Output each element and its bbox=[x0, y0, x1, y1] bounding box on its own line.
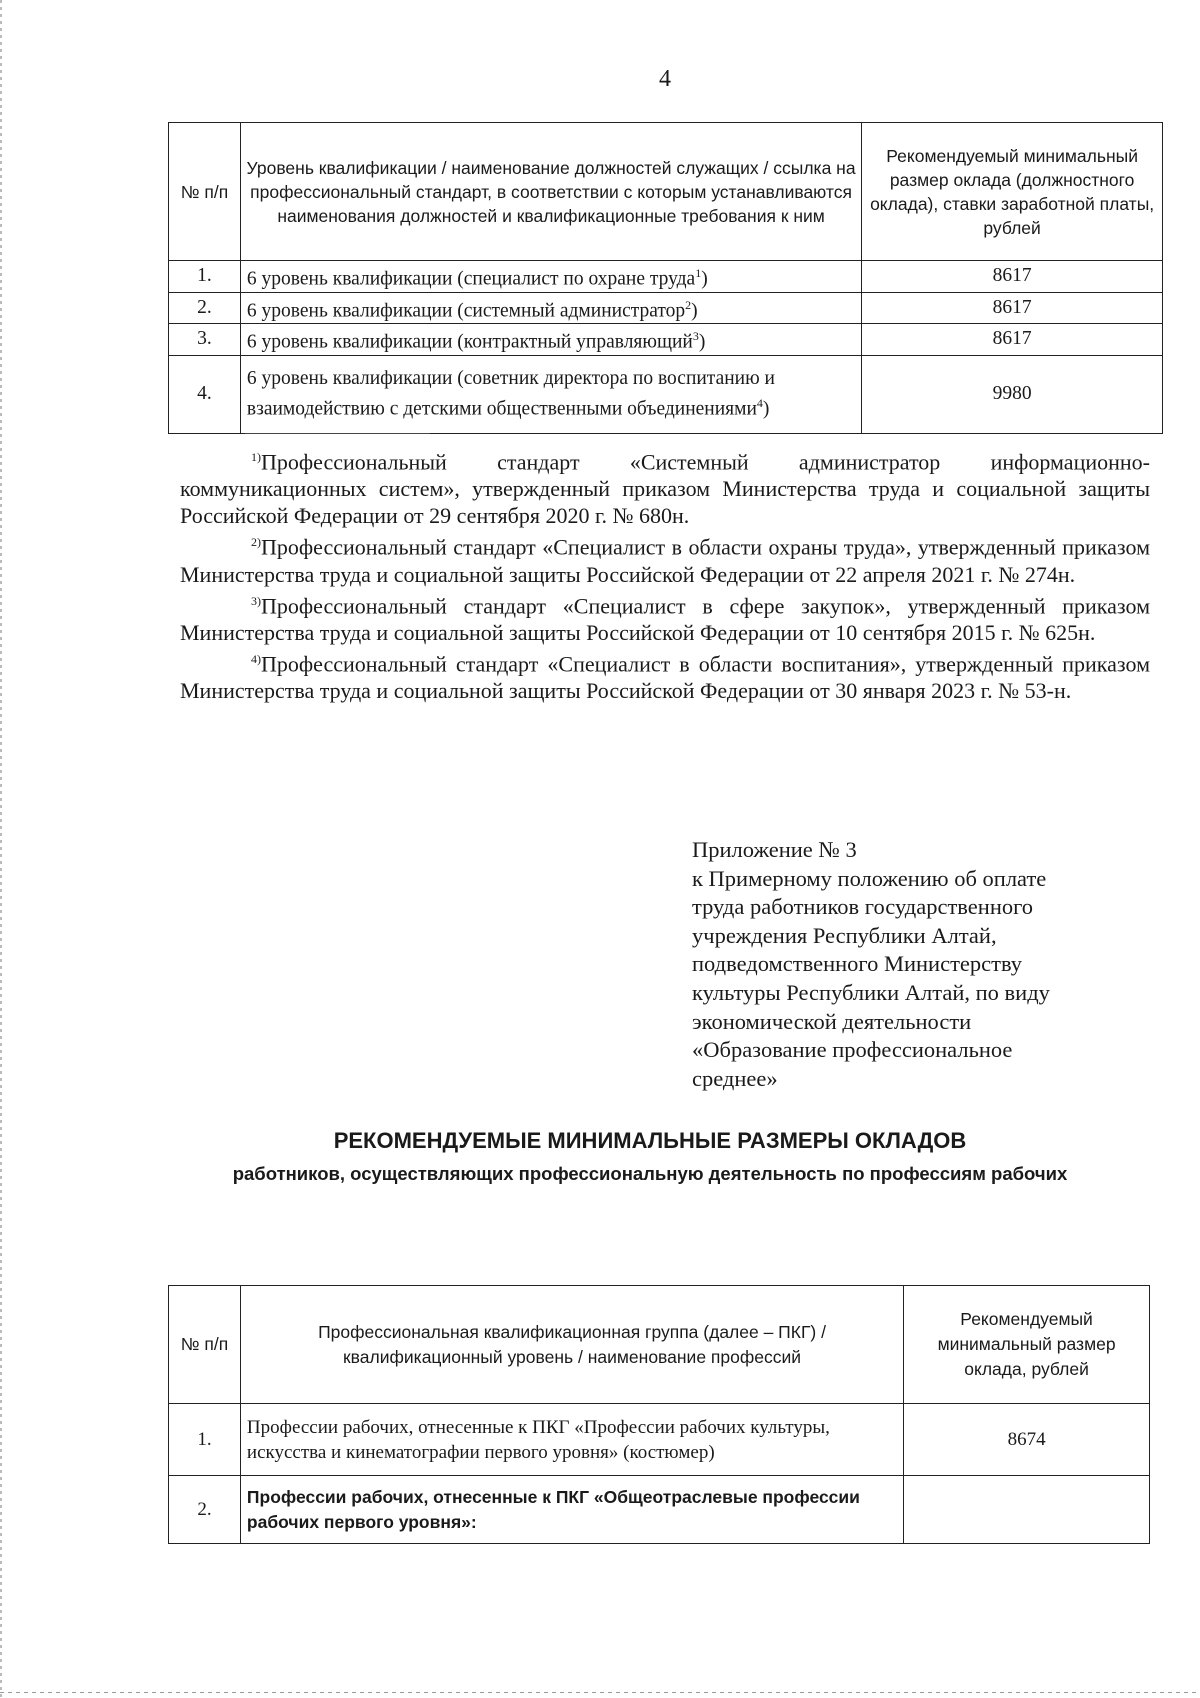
footnote: $^{1)}$Профессиональный стандарт «Системный администратор информационно-коммуникационных систем», утвержденный приказом Министерства труда и социальной защиты Российской Федерации от 29 сентября 2020 г. № 680н. bbox=[180, 449, 1150, 529]
workers-table bbox=[168, 1285, 1150, 1544]
table-row bbox=[169, 324, 1163, 356]
annex-line: труда работников государственного bbox=[692, 894, 1034, 920]
row-position: 6 уровень квалификации (советник директора по воспитанию и взаимодействию с детскими общественными объединениями$^4$) bbox=[240, 355, 861, 433]
section-title-main: РЕКОМЕНДУЕМЫЕ МИНИМАЛЬНЫЕ РАЗМЕРЫ ОКЛАДОВ bbox=[333, 1128, 967, 1153]
scan-edge-marks bbox=[0, 0, 2, 1698]
row-position: 6 уровень квалификации (системный администратор$^2$) bbox=[240, 292, 861, 324]
annex-line: подведомственного Министерству bbox=[692, 951, 1023, 977]
row-position: 6 уровень квалификации (контрактный управляющий$^3$) bbox=[240, 324, 861, 356]
row-salary: 8674 bbox=[904, 1404, 1150, 1476]
row-number: 2. bbox=[169, 1476, 241, 1544]
row-number: 1. bbox=[169, 261, 241, 293]
scan-bottom-marks bbox=[0, 1692, 1200, 1693]
annex-line: учреждения Республики Алтай, bbox=[692, 922, 997, 948]
page-number: 4 bbox=[659, 66, 671, 92]
footnote: $^{2)}$Профессиональный стандарт «Специалист в области охраны труда», утвержденный приказом Министерства труда и социальной защиты Российской Федерации от 22 апреля 2021 г. № 274н. bbox=[180, 534, 1150, 587]
header-salary: Рекомендуемый минимальный размер оклада (должностного оклада), ставки заработной платы, рублей bbox=[862, 123, 1163, 261]
section-title-sub: работников, осуществляющих профессиональную деятельность по профессиям рабочих bbox=[232, 1163, 1068, 1184]
annex-line: среднее» bbox=[692, 1065, 778, 1091]
annex-line: «Образование профессиональное bbox=[692, 1037, 1013, 1063]
footnote: $^{3)}$Профессиональный стандарт «Специалист в сфере закупок», утвержденный приказом Министерства труда и социальной защиты Российской Федерации от 10 сентября 2015 г. № 625н. bbox=[180, 592, 1150, 645]
row-number: 4. bbox=[169, 355, 241, 433]
annex-line: к Примерному положению об оплате bbox=[692, 865, 1047, 891]
row-profession: Профессии рабочих, отнесенные к ПКГ «Профессии рабочих культуры, искусства и кинематографии первого уровня» (костюмер) bbox=[240, 1404, 903, 1476]
row-number: 1. bbox=[169, 1404, 241, 1476]
header-number: № п/п bbox=[169, 1286, 241, 1404]
row-salary bbox=[904, 1476, 1150, 1544]
footnote: $^{4)}$Профессиональный стандарт «Специалист в области воспитания», утвержденный приказом Министерства труда и социальной защиты Российской Федерации от 30 января 2023 г. № 53-н. bbox=[180, 651, 1150, 704]
header-number: № п/п bbox=[169, 123, 241, 261]
annex-line: Приложение № 3 bbox=[692, 837, 857, 862]
row-salary: 9980 bbox=[862, 355, 1163, 433]
header-qualification: Уровень квалификации / наименование должностей служащих / ссылка на профессиональный стандарт, в соответствии с которым устанавливаются наименования должностей и квалификационные требования к ним bbox=[240, 123, 861, 261]
footnote-divider bbox=[245, 433, 430, 434]
row-salary: 8617 bbox=[862, 324, 1163, 356]
row-number: 3. bbox=[169, 324, 241, 356]
header-group: Профессиональная квалификационная группа (далее – ПКГ) / квалификационный уровень / наименование профессий bbox=[240, 1286, 903, 1404]
annex-reference bbox=[692, 836, 1162, 1093]
table-row bbox=[169, 355, 1163, 433]
row-number: 2. bbox=[169, 292, 241, 324]
row-profession: Профессии рабочих, отнесенные к ПКГ «Общеотраслевые профессии рабочих первого уровня»: bbox=[240, 1476, 903, 1544]
row-salary: 8617 bbox=[862, 261, 1163, 293]
qualification-table bbox=[168, 122, 1163, 434]
table-row bbox=[169, 292, 1163, 324]
row-position: 6 уровень квалификации (специалист по охране труда$^1$) bbox=[240, 261, 861, 293]
row-salary: 8617 bbox=[862, 292, 1163, 324]
annex-line: экономической деятельности bbox=[692, 1008, 972, 1034]
table-row bbox=[169, 1404, 1150, 1476]
header-salary: Рекомендуемый минимальный размер оклада, рублей bbox=[904, 1286, 1150, 1404]
annex-line: культуры Республики Алтай, по виду bbox=[692, 979, 1050, 1005]
table-row bbox=[169, 261, 1163, 293]
section-title bbox=[150, 1126, 1150, 1188]
table-row bbox=[169, 1476, 1150, 1544]
footnotes bbox=[180, 444, 1150, 704]
